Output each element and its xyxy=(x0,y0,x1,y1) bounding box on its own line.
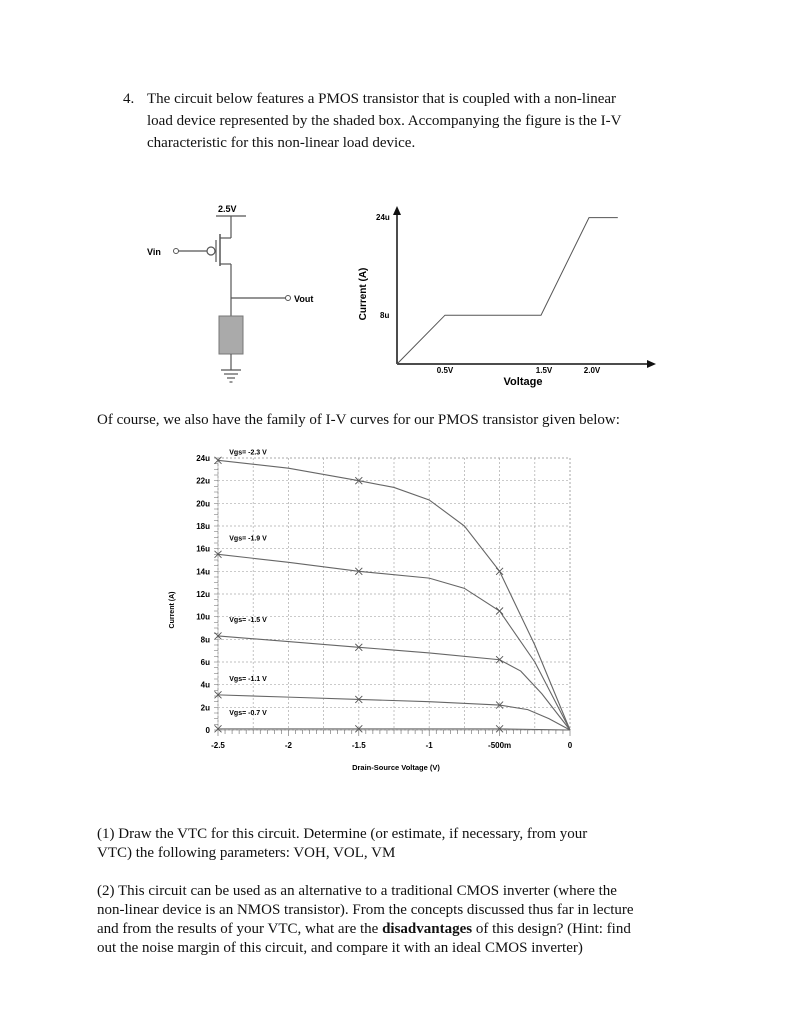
pmos-y-axis-label: Current (A) xyxy=(169,591,176,629)
load-iv-chart xyxy=(352,200,664,392)
pmos-y-tick: 0 xyxy=(205,726,210,735)
nonlinear-load-box xyxy=(219,316,243,354)
question-line: characteristic for this non-linear load device. xyxy=(147,135,416,151)
output-label: Vout xyxy=(294,294,314,304)
part-2-line: out the noise margin of this circuit, and compare it with an ideal CMOS inverter) xyxy=(97,940,583,956)
part-2-line xyxy=(97,920,707,939)
pmos-x-tick: -1.5 xyxy=(351,741,366,750)
part-2-emphasis: disadvantages xyxy=(382,921,473,937)
load-x-tick: 0.5V xyxy=(436,366,454,375)
load-x-axis-label: Voltage xyxy=(503,376,543,388)
pmos-curve-label: Vgs= -1.9 V xyxy=(229,535,267,543)
pmos-x-tick: -2 xyxy=(284,741,292,750)
pmos-y-tick: 16u xyxy=(196,544,210,554)
part-1-line: VTC) the following parameters: VOH, VOL, VM xyxy=(97,845,396,861)
pmos-x-tick: -2.5 xyxy=(211,741,225,750)
part-2-line: non-linear device is an NMOS transistor). From the concepts discussed thus far in lecture xyxy=(97,902,634,918)
pmos-y-tick: 24u xyxy=(196,454,210,463)
question-line: The circuit below features a PMOS transistor that is coupled with a non-linear xyxy=(147,91,617,107)
part-1 xyxy=(97,825,707,863)
pmos-y-tick: 6u xyxy=(200,658,210,667)
pmos-y-tick: 8u xyxy=(200,635,210,645)
input-label: Vin xyxy=(147,247,161,257)
pmos-curve-label: Vgs= -2.3 V xyxy=(229,449,267,457)
pmos-y-tick: 20u xyxy=(196,499,210,509)
pmos-x-tick: -1 xyxy=(425,741,433,750)
pmos-y-tick: 18u xyxy=(196,522,210,531)
supply-label: 2.5V xyxy=(218,204,237,214)
part-1-line: (1) Draw the VTC for this circuit. Determine (or estimate, if necessary, from your xyxy=(97,826,588,842)
pmos-x-axis-label: Drain-Source Voltage (V) xyxy=(352,763,440,772)
question-line: load device represented by the shaded box. Accompanying the figure is the I-V xyxy=(147,113,622,129)
question-number: 4. xyxy=(123,91,135,107)
pmos-grid xyxy=(196,454,573,750)
part-2-text: of this design? (Hint: find xyxy=(472,921,631,937)
pmos-curve-label: Vgs= -1.5 V xyxy=(229,616,267,624)
pmos-y-tick: 14u xyxy=(196,567,210,577)
pmos-point-marker xyxy=(496,608,503,615)
family-intro: Of course, we also have the family of I-V curves for our PMOS transistor given below: xyxy=(97,412,620,428)
pmos-curve-label: Vgs= -0.7 V xyxy=(229,709,267,717)
part-2-text: and from the results of your VTC, what are the xyxy=(97,921,383,937)
pmos-y-tick: 12u xyxy=(196,590,210,599)
pmos-y-tick: 22u xyxy=(196,476,210,486)
load-y-tick: 24u xyxy=(376,213,390,222)
load-y-tick: 8u xyxy=(380,311,390,320)
circuit-diagram xyxy=(140,198,330,398)
pmos-x-tick: 0 xyxy=(567,741,573,750)
load-iv-curve xyxy=(397,218,618,364)
load-y-axis-label: Current (A) xyxy=(358,267,369,321)
pmos-y-tick: 4u xyxy=(200,680,210,690)
part-2 xyxy=(97,882,707,958)
load-x-tick: 2.0V xyxy=(583,366,601,375)
load-x-tick: 1.5V xyxy=(535,366,553,375)
pmos-x-tick: -500m xyxy=(488,741,512,750)
pmos-iv-chart xyxy=(160,448,580,776)
pmos-y-tick: 2u xyxy=(200,703,210,713)
pmos-curve xyxy=(218,695,570,730)
pmos-curve-label: Vgs= -1.1 V xyxy=(229,675,267,683)
question-4 xyxy=(123,88,683,154)
part-2-line: (2) This circuit can be used as an alternative to a traditional CMOS inverter (where the xyxy=(97,883,617,899)
pmos-y-tick: 10u xyxy=(196,612,210,622)
